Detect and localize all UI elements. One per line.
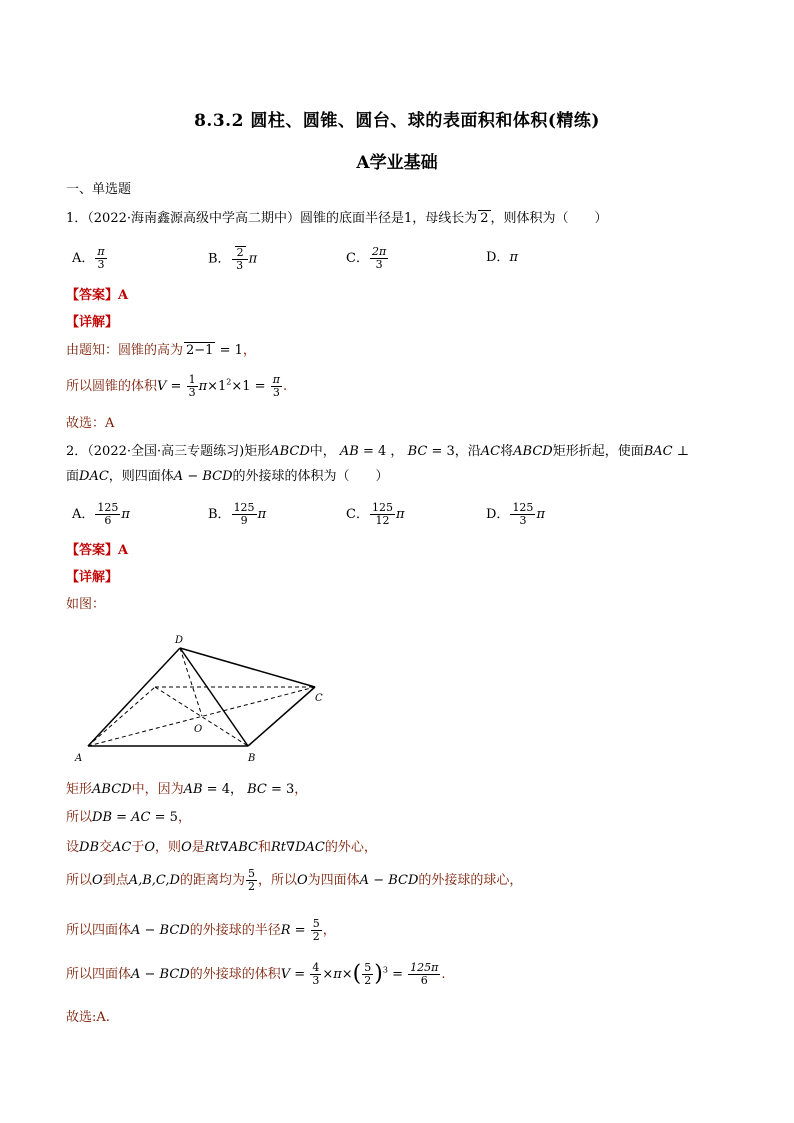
q1-detail-line2: 所以圆锥的体积V = $\frac{1}{3}$ $\pi\times 1^2\times 1$ = $\frac{\pi}{3}$ .	[66, 373, 288, 399]
q2-as-figure: 如图：	[66, 597, 106, 612]
section-heading: 一、单选题	[66, 182, 132, 197]
q1-option-d: D．π	[486, 250, 518, 265]
edge-mid-b	[155, 687, 248, 746]
q2-step5: 所以四面体A − BCD的外接球的半径R = $\frac{5}{2}$ ，	[66, 917, 336, 943]
edge-db	[180, 648, 248, 746]
page-title: 8.3.2 圆柱、圆锥、圆台、球的表面积和体积(精练)	[194, 111, 600, 131]
page-subtitle: A学业基础	[356, 153, 438, 173]
q2-step3: 设DB交AC于O，则O是Rt∇ABC和Rt∇DAC的外心，	[66, 840, 377, 855]
q1-choose: 故选：A	[66, 416, 115, 431]
q1-detail-label: 【详解】	[66, 315, 119, 330]
label-c: C	[315, 693, 323, 704]
q2-option-b: B． $\frac{125}{9}$ π	[208, 501, 267, 527]
q2-step2: 所以DB = AC = 5，	[66, 810, 191, 825]
q1-option-c: C． $\frac{2\pi}{3}$	[346, 245, 387, 271]
label-a: A	[75, 753, 83, 764]
q1-detail-line1: 由题知：圆锥的高为 2−1 = 1，	[66, 343, 256, 358]
q2-stem-line1: 2．（2022·全国·高三专题练习)矩形ABCD中， AB = 4 ， BC = 3，沿AC将ABCD矩形折起，使面BAC ⊥	[66, 444, 689, 459]
q2-step6: 所以四面体A − BCD的外接球的体积V = $\frac{4}{3}$ ×π×( $\frac{5}{2}$ )$^3$ = $\frac{125\pi}{6}$ .	[66, 961, 446, 987]
q2-step4: 所以O到点A,B,C,D的距离均为 $\frac{5}{2}$ ，所以O为四面体A − BCD的外接球的球心，	[66, 867, 523, 893]
label-d: D	[175, 635, 184, 646]
label-b: B	[248, 753, 256, 764]
q2-detail-label: 【详解】	[66, 570, 119, 585]
q2-step1: 矩形ABCD中，因为AB = 4， BC = 3，	[66, 782, 308, 797]
q2-stem-line2: 面DAC，则四面体A − BCD的外接球的体积为（ ）	[66, 469, 389, 484]
q2-choose: 故选:A.	[66, 1010, 110, 1025]
q1-option-a: A． $\frac{\pi}{3}$	[72, 245, 105, 271]
edge-a-mid	[88, 687, 155, 746]
tetrahedron-figure	[70, 630, 340, 770]
edge-dc	[180, 648, 315, 687]
q2-option-a: A． $\frac{125}{6}$ π	[72, 501, 130, 527]
q1-option-b: B． $\frac{2}{3}$ π	[208, 246, 258, 272]
q1-answer: 【答案】A	[66, 288, 129, 303]
edge-ad	[88, 648, 180, 746]
q2-option-c: C． $\frac{125}{12}$ π	[346, 501, 405, 527]
q2-answer: 【答案】A	[66, 543, 129, 558]
label-o: O	[194, 724, 203, 735]
edge-do	[180, 648, 202, 716]
q1-stem: 1．（2022·海南鑫源高级中学高二期中）圆锥的底面半径是1，母线长为 2 ，则体积为（ ）	[66, 211, 608, 226]
q2-option-d: D． $\frac{125}{3}$ π	[486, 501, 545, 527]
